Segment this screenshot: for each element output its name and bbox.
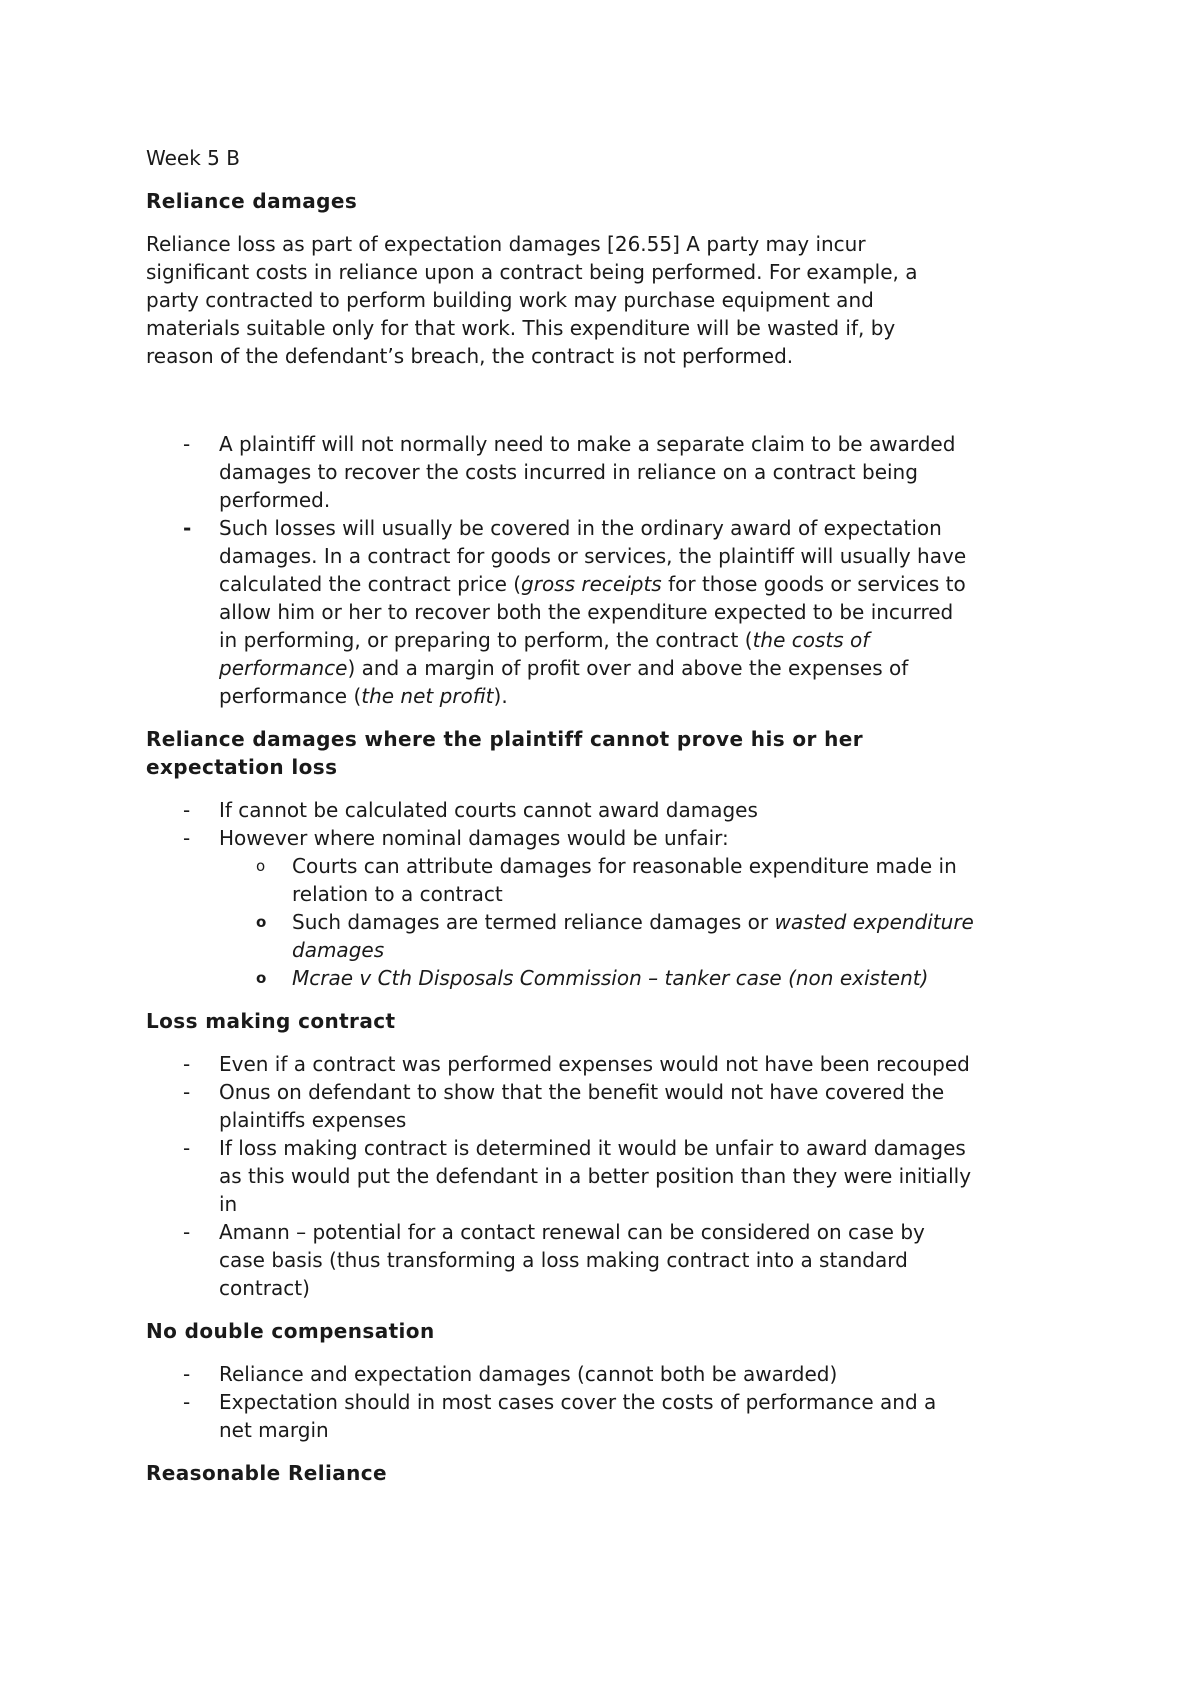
reliance-bullet-list (146, 430, 1066, 710)
dash-bullet: - (183, 1362, 191, 1386)
item-line (219, 682, 1066, 710)
item-line: in (219, 1192, 238, 1216)
circle-bullet: o (256, 969, 267, 987)
item-line (219, 626, 1066, 654)
list-item (146, 1050, 1066, 1078)
text-run: performance ( (219, 684, 362, 708)
item-line (292, 964, 1066, 992)
dash-bullet: - (183, 1136, 191, 1160)
list-item (146, 796, 1066, 824)
loss-making-list (146, 1050, 1066, 1302)
dash-bullet: - (183, 798, 191, 822)
heading-cannot-prove (146, 725, 1066, 781)
italic-term-damages: damages (292, 938, 385, 962)
item-line: plaintiffs expenses (219, 1108, 407, 1132)
dash-bullet: - (183, 516, 192, 540)
heading-line: Reliance damages where the plaintiff cannot prove his or her (146, 727, 863, 751)
item-line: A plaintiff will not normally need to make a separate claim to be awarded (219, 432, 956, 456)
item-line: case basis (thus transforming a loss making contract into a standard (219, 1248, 908, 1272)
circle-bullet: o (256, 857, 266, 875)
item-line: contract) (219, 1276, 310, 1300)
list-item (146, 1218, 1066, 1302)
heading-line: expectation loss (146, 755, 338, 779)
italic-term-performance: performance (219, 656, 348, 680)
item-line: damages. In a contract for goods or services, the plaintiff will usually have (219, 544, 967, 568)
item-line: However where nominal damages would be unfair: (219, 826, 729, 850)
reliance-intro-paragraph (146, 230, 1066, 370)
item-line: Amann – potential for a contact renewal can be considered on case by (219, 1220, 925, 1244)
list-item (146, 1134, 1066, 1218)
sub-list-container (146, 852, 1066, 992)
heading-reliance-damages: Reliance damages (146, 189, 358, 213)
list-item (146, 514, 1066, 710)
document-title: Week 5 B (146, 146, 240, 170)
text-run: calculated the contract price ( (219, 572, 522, 596)
no-double-list (146, 1360, 1066, 1444)
item-line: allow him or her to recover both the expenditure expected to be incurred (219, 600, 954, 624)
text-run: ) and a margin of profit over and above the expenses of (347, 656, 909, 680)
item-line (219, 570, 1066, 598)
item-line: Reliance and expectation damages (cannot both be awarded) (219, 1362, 838, 1386)
list-item (146, 1388, 1066, 1444)
item-line (292, 908, 1066, 936)
item-line (219, 654, 1066, 682)
item-line: relation to a contract (292, 882, 503, 906)
case-citation-mcrae: Mcrae v Cth Disposals Commission – tanker case (non existent) (292, 966, 929, 990)
sub-list-item (146, 964, 1066, 992)
dash-bullet: - (183, 1052, 191, 1076)
list-item (146, 824, 1066, 852)
list-item (146, 1360, 1066, 1388)
item-line: If loss making contract is determined it would be unfair to award damages (219, 1136, 966, 1160)
list-item (146, 430, 1066, 514)
heading-no-double-compensation: No double compensation (146, 1319, 435, 1343)
dash-bullet: - (183, 1390, 191, 1414)
italic-term-net-profit: the net profit (361, 684, 494, 708)
document-page (146, 144, 1066, 1502)
item-line: as this would put the defendant in a better position than they were initially (219, 1164, 972, 1188)
circle-bullet: o (256, 913, 267, 931)
paragraph-line: reason of the defendant’s breach, the contract is not performed. (146, 344, 794, 368)
dash-bullet: - (183, 432, 191, 456)
item-line: Expectation should in most cases cover the costs of performance and a (219, 1390, 937, 1414)
item-line: Onus on defendant to show that the benefit would not have covered the (219, 1080, 945, 1104)
text-run: Such damages are termed reliance damages or (292, 910, 775, 934)
item-line: performed. (219, 488, 331, 512)
dash-bullet: - (183, 826, 191, 850)
sub-list-item (146, 908, 1066, 964)
cannot-prove-list (146, 796, 1066, 992)
text-run: for those goods or services to (661, 572, 966, 596)
paragraph-line: party contracted to perform building work may purchase equipment and (146, 288, 874, 312)
paragraph-line: materials suitable only for that work. This expenditure will be wasted if, by (146, 316, 896, 340)
paragraph-line: Reliance loss as part of expectation damages [26.55] A party may incur (146, 232, 866, 256)
heading-loss-making-contract: Loss making contract (146, 1009, 396, 1033)
sub-list-item (146, 852, 1066, 908)
text-run: ). (493, 684, 508, 708)
dash-bullet: - (183, 1220, 191, 1244)
italic-term-gross-receipts: gross receipts (521, 572, 662, 596)
item-line (292, 936, 1066, 964)
item-line: net margin (219, 1418, 329, 1442)
italic-term-wasted-expenditure: wasted expenditure (774, 910, 974, 934)
italic-term-costs-of: the costs of (752, 628, 870, 652)
item-line: Even if a contract was performed expenses would not have been recouped (219, 1052, 970, 1076)
list-item (146, 1078, 1066, 1134)
item-line: damages to recover the costs incurred in reliance on a contract being (219, 460, 918, 484)
item-line: Such losses will usually be covered in the ordinary award of expectation (219, 516, 942, 540)
item-line: Courts can attribute damages for reasonable expenditure made in (292, 854, 957, 878)
text-run: in performing, or preparing to perform, the contract ( (219, 628, 753, 652)
heading-reasonable-reliance: Reasonable Reliance (146, 1461, 387, 1485)
paragraph-line: significant costs in reliance upon a contract being performed. For example, a (146, 260, 918, 284)
dash-bullet: - (183, 1080, 191, 1104)
sub-bullet-list (146, 852, 1066, 992)
item-line: If cannot be calculated courts cannot award damages (219, 798, 758, 822)
